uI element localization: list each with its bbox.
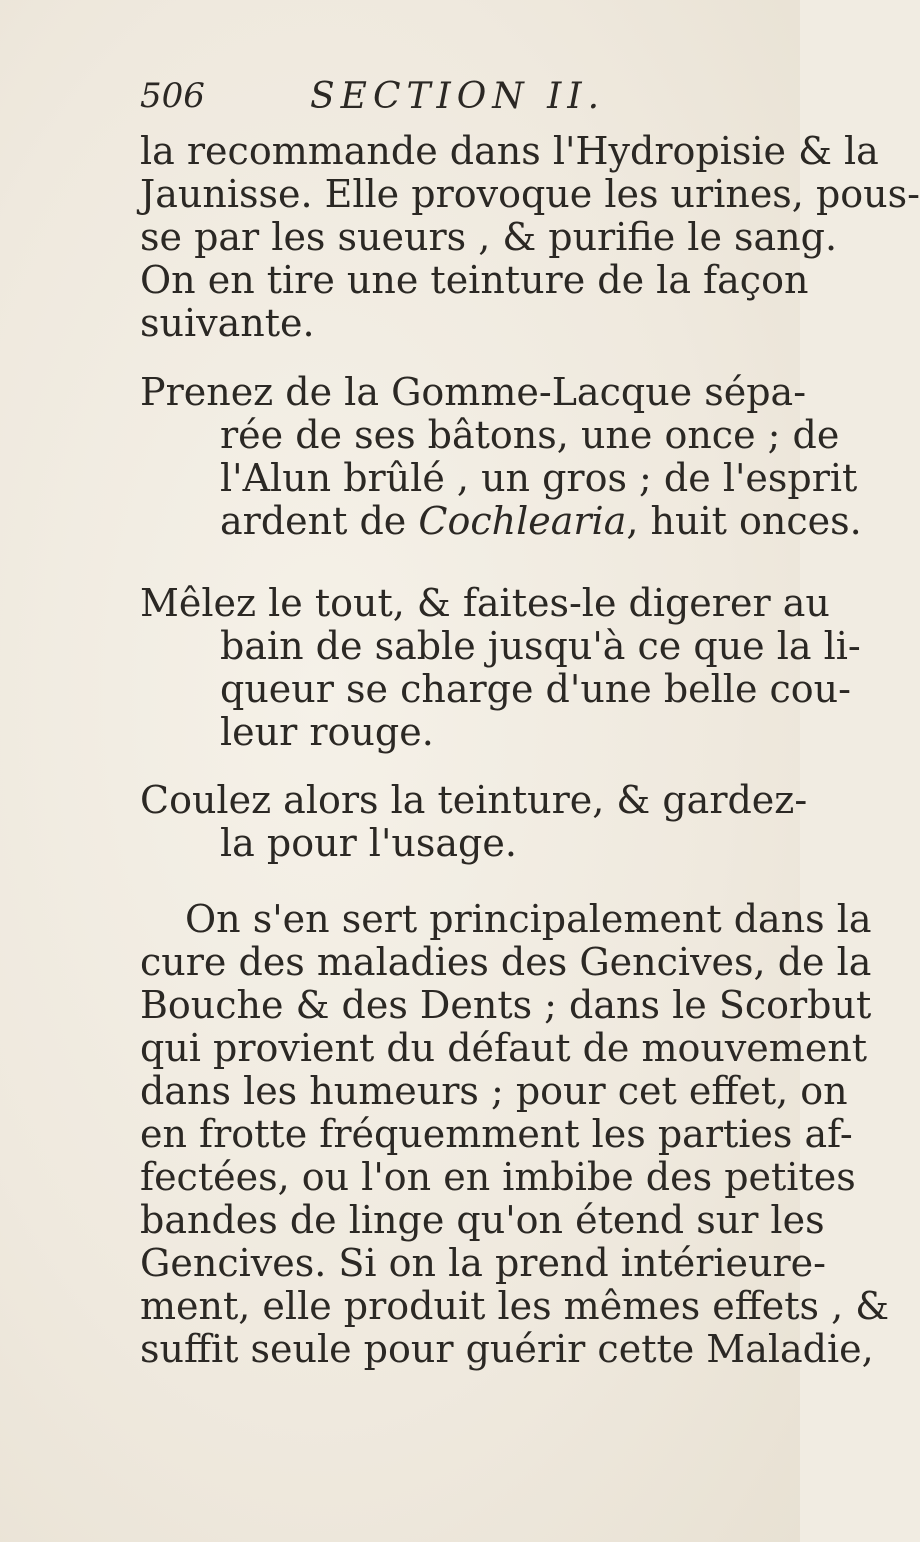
- text-line: cure des maladies des Gencives, de la: [140, 940, 872, 984]
- text-line: rée de ses bâtons, une once ; de: [220, 413, 840, 457]
- text-line: queur se charge d'une belle cou-: [220, 667, 851, 711]
- text-line: bandes de linge qu'on étend sur les: [140, 1198, 825, 1242]
- text-line: bain de sable jusqu'à ce que la li-: [220, 624, 861, 668]
- text-line: la recommande dans l'Hydropisie & la: [140, 129, 879, 173]
- section-title: SECTION II.: [310, 76, 606, 117]
- italic-term: Cochlearia: [418, 499, 627, 543]
- text-line: On s'en sert principalement dans la: [185, 897, 872, 941]
- text-line: qui provient du défaut de mouvement: [140, 1026, 868, 1070]
- text-line: Coulez alors la teinture, & gardez-: [140, 778, 808, 822]
- running-header: [140, 76, 740, 124]
- text-line: Bouche & des Dents ; dans le Scorbut: [140, 983, 872, 1027]
- text-line: Mêlez le tout, & faites-le digerer au: [140, 581, 830, 625]
- text-line: dans les humeurs ; pour cet effet, on: [140, 1069, 848, 1113]
- text-line: suffit seule pour guérir cette Maladie,: [140, 1327, 874, 1371]
- text-line: la pour l'usage.: [220, 821, 517, 865]
- text-line: l'Alun brûlé , un gros ; de l'esprit: [220, 456, 858, 500]
- text-line: en frotte fréquemment les parties af-: [140, 1112, 853, 1156]
- text-line: Jaunisse. Elle provoque les urines, pous-: [140, 172, 920, 216]
- text-line: Gencives. Si on la prend intérieure-: [140, 1241, 826, 1285]
- page-number: 506: [140, 76, 205, 116]
- text-line: leur rouge.: [220, 710, 434, 754]
- text-line: Prenez de la Gomme-Lacque sépa-: [140, 370, 807, 414]
- text-line: ment, elle produit les mêmes effets , &: [140, 1284, 890, 1328]
- text-line: On en tire une teinture de la façon: [140, 258, 809, 302]
- text-line: ardent de Cochlearia, huit onces.: [220, 499, 862, 543]
- text-line: se par les sueurs , & purifie le sang.: [140, 215, 838, 259]
- text-line: fectées, ou l'on en imbibe des petites: [140, 1155, 856, 1199]
- text-line: suivante.: [140, 301, 315, 345]
